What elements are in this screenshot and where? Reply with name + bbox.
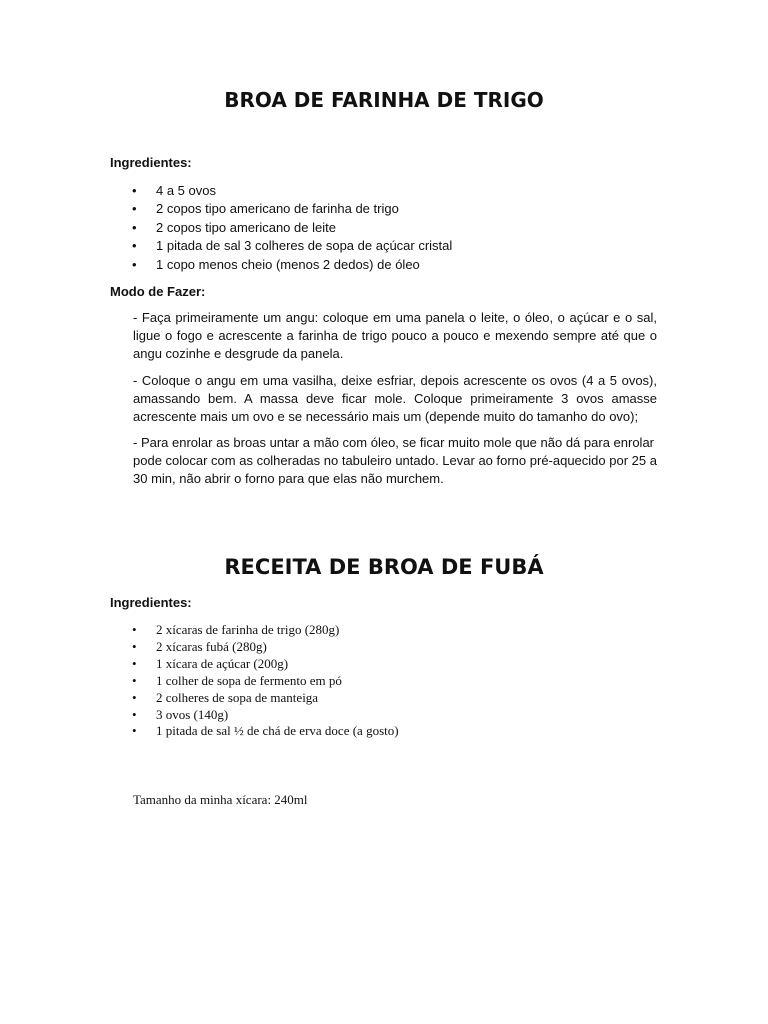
ingredient-text: 1 colher de sopa de fermento em pó (156, 672, 342, 688)
method-step-3: - Para enrolar as broas untar a mão com óleo, se ficar muito mole que não dá para enrolar pode colocar com as colheradas no tabuleiro untado. Levar ao forno pré-aquecido por 25 a 30 min, não abrir o forno para que elas não murchem. (133, 435, 657, 486)
list-item (132, 200, 452, 218)
bullet-icon: • (132, 219, 137, 235)
bullet-icon: • (132, 201, 137, 217)
ingredient-text: 1 xícara de açúcar (200g) (156, 655, 289, 671)
recipe-1-ingredients-list (132, 182, 452, 274)
list-item (132, 673, 399, 690)
bullet-icon: • (132, 183, 137, 198)
list-item (132, 639, 399, 656)
list-item (132, 622, 399, 639)
method-step-2: - Coloque o angu em uma vasilha, deixe esfriar, depois acrescente os ovos (4 a 5 ovos), amassando bem. A massa deve ficar mole. Coloque primeiramente 3 ovos amasse acrescente mais um ovo e se necessário mais um (depende muito do tamanho do ovo); (133, 373, 657, 424)
bullet-icon: • (132, 672, 137, 688)
list-item (132, 690, 399, 707)
bullet-icon: • (132, 706, 137, 722)
list-item (132, 237, 452, 255)
list-item (132, 256, 452, 274)
bullet-icon: • (132, 622, 137, 637)
bullet-icon: • (132, 238, 137, 254)
ingredient-text: 1 pitada de sal ½ de chá de erva doce (a gosto) (156, 723, 399, 739)
recipe-1-method-label: Modo de Fazer: (110, 284, 206, 299)
ingredient-text: 1 copo menos cheio (menos 2 dedos) de óleo (156, 256, 420, 272)
list-item (132, 182, 452, 200)
bullet-icon: • (132, 689, 137, 705)
list-item (132, 656, 399, 673)
recipe-2-title: RECEITA DE BROA DE FUBÁ (224, 555, 544, 579)
cup-size-note: Tamanho da minha xícara: 240ml (133, 792, 308, 807)
recipe-1-title: BROA DE FARINHA DE TRIGO (224, 88, 544, 112)
bullet-icon: • (132, 655, 137, 671)
ingredient-text: 2 colheres de sopa de manteiga (156, 689, 319, 705)
recipe-2-ingredients-list (132, 622, 399, 740)
recipe-2-ingredients-label: Ingredientes: (110, 595, 192, 610)
ingredient-text: 3 ovos (140g) (156, 706, 229, 722)
ingredient-text: 2 copos tipo americano de farinha de trigo (156, 201, 399, 217)
ingredient-text: 2 xícaras fubá (280g) (156, 638, 267, 654)
bullet-icon: • (132, 256, 137, 272)
bullet-icon: • (132, 638, 137, 654)
list-item (132, 723, 399, 740)
list-item (132, 219, 452, 237)
ingredient-text: 1 pitada de sal 3 colheres de sopa de açúcar cristal (156, 238, 453, 254)
recipe-1-ingredients-label: Ingredientes: (110, 155, 192, 170)
ingredient-text: 2 xícaras de farinha de trigo (280g) (156, 622, 340, 637)
ingredient-text: 2 copos tipo americano de leite (156, 219, 336, 235)
list-item (132, 707, 399, 724)
method-step-1: - Faça primeiramente um angu: coloque em uma panela o leite, o óleo, o açúcar e o sal, ligue o fogo e acrescente a farinha de trigo pouco a pouco e mexendo sempre até que o angu cozinhe e desgrude da panela. (133, 310, 657, 361)
ingredient-text: 4 a 5 ovos (156, 183, 216, 198)
bullet-icon: • (132, 723, 137, 739)
